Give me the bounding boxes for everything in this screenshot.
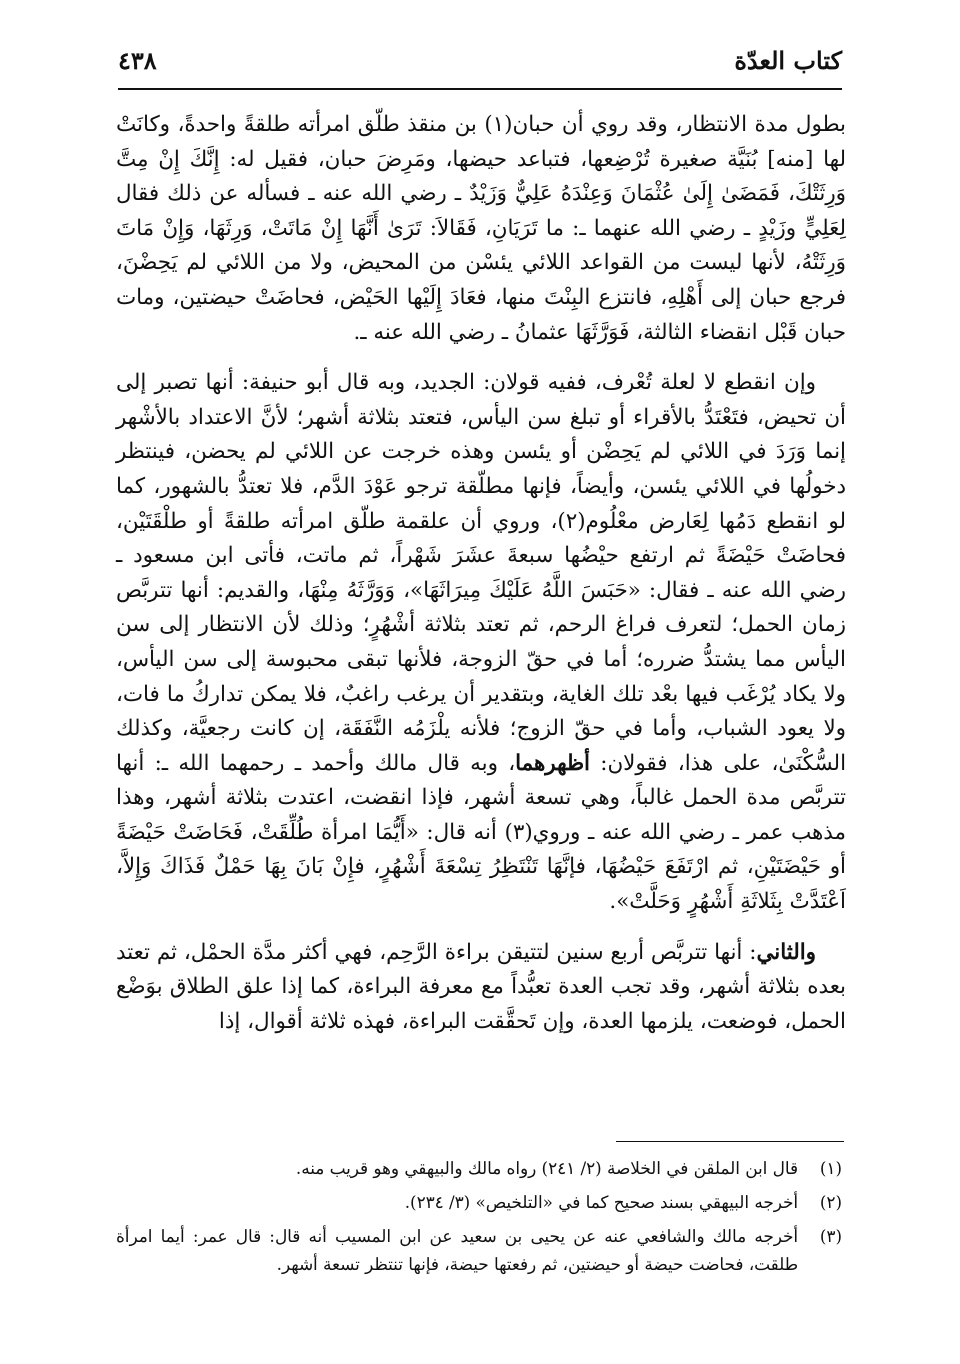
main-text bbox=[116, 108, 846, 1055]
paragraph-1-text: بطول مدة الانتظار، وقد روي أن حبان(١) بن منقذ طلّق امرأته طلقةً واحدةً، وكانَتْ لها [منه] بُنَيَّة صغيرة تُرْضِعها، فتباعد حيضها، ومَرِضَ حبان، فقيل له: إِنَّكَ إِنْ مِتَّ وَرِثَتْكَ، فَمَضَىٰ إِلَىٰ عُثْمَانَ وَعِنْدَهُ عَلِيٌّ وَزَيْدٌ ـ رضي الله عنه ـ فسأله عن ذلك فقال لِعَلِيٍّ وزَيْدٍ ـ رضي الله عنهما ـ: ما تَرَيَانِ، فَقَالاَ: تَرَىٰ أَنَّهَا إِنْ مَاتَتْ، وَرِثَهَا، وَإِنْ مَاتَ وَرِثَتْهُ، لأنها ليست من القواعد اللائي يئسْن من المحيض، ولا من اللائي لم يَحِضْنَ، فرجع حبان إلى أَهْلِهِ، فانتزع البِنْتَ منها، فعَادَ إِلَيْها الحَيْض، فحاضَتْ حيضتين، ومات حبان قَبْل انقضاء الثالثة، فَوَرَّثَهَا عثمانُ ـ رضي الله عنه ـ. bbox=[116, 112, 846, 345]
footnote bbox=[116, 1154, 842, 1182]
footnote-number: (١) bbox=[819, 1158, 842, 1178]
paragraph-3 bbox=[116, 936, 846, 1040]
footnote-text: قال ابن الملقن في الخلاصة (٢/ ٢٤١) رواه مالك والبيهقي وهو قريب منه. bbox=[295, 1158, 798, 1178]
footnote-text: أخرجه مالك والشافعي عنه عن يحيى بن سعيد عن ابن المسيب أنه قال: قال عمر: أيما امرأة طلقت، فحاضت حيضة أو حيضتين، ثم رفعتها حيضة، فإنها تنتظر تسعة أشهر. bbox=[116, 1226, 798, 1274]
footnote-number: (٢) bbox=[819, 1192, 842, 1212]
footnote bbox=[116, 1222, 842, 1278]
footnote-text: أخرجه البيهقي بسند صحيح كما في «التلخيص» (٣/ ٢٣٤). bbox=[404, 1192, 798, 1212]
footnote-number: (٣) bbox=[819, 1226, 842, 1246]
paragraph-2-bold: أظهرهما bbox=[515, 750, 590, 776]
paragraph-3-bold: والثاني bbox=[756, 939, 816, 965]
footnote-rule bbox=[616, 1141, 844, 1142]
paragraph-2-text-after: ، وبه قال مالك وأحمد ـ رحمهما الله ـ: أنها تتربَّص مدة الحمل غالباً، وهي تسعة أشهر، فإذا انقضت، اعتدت بثلاثة أشهر، وهذا مذهب عمر ـ رضي الله عنه ـ وروي(٣) أنه قال: «أَيُّمَا امرأة طُلِّقَتْ، فَحَاضَتْ حَيْضَةً أو حَيْضَتَيْنِ، ثم ارْتَفَعَ حَيْضُهَا، فإنَّهَا تَنْتَظِرُ تِسْعَةَ أَشْهُرٍ، فإِنْ بَانَ بِهَا حَمْلٌ فَذَاكَ وَإِلاَّ، اَعْتَدَّتْ بِثَلاثَةِ أَشْهُرٍ وَحَلَّتْ». bbox=[116, 750, 846, 915]
paragraph-1 bbox=[116, 108, 846, 350]
paragraph-2 bbox=[116, 366, 846, 920]
header-rule bbox=[118, 88, 842, 90]
running-title: كتاب العدّة bbox=[734, 46, 842, 75]
footnotes bbox=[116, 1154, 842, 1284]
page-number: ٤٣٨ bbox=[118, 46, 157, 75]
footnote bbox=[116, 1188, 842, 1216]
paragraph-2-text: وإن انقطع لا لعلة تُعْرف، ففيه قولان: الجديد، وبه قال أبو حنيفة: أنها تصبر إلى أن تحيض، فتَعْتَدُّ بالأقراء أو تبلغ سن اليأس، فتعتد بثلاثة أشهر؛ لأنَّ الاعتداد بالأشْهر إنما وَرَدَ في اللائي لم يَحِضْن أو يئسن وهذه خرجت عن اللائي لم يحضن، فينتظر دخولُها في اللائي يئسن، وأيضاً، فإنها مطلّقة ترجو عَوْدَ الدَّم، فلا تعتدُّ بالشهور، كما لو انقطع دَمُها لِعَارض معْلُوم(٢)، وروي أن علقمة طلّق امرأته طلقةً أو طلْقَتَيْن، فحاضَتْ حَيْضَةً ثم ارتفع حيْضُها سبعةَ عشَرَ شَهْراً، ثم ماتت، فأتى ابن مسعود ـ رضي الله عنه ـ فقال: «حَبَسَ اللَّهُ عَلَيْكَ مِيرَاثَهَا»، وَوَرَّثَهُ مِنْهَا، والقديم: أنها تتربَّص زمان الحمل؛ لتعرف فراغ الرحم، ثم تعتد بثلاثة أشْهُرٍ؛ وذلك لأن الانتظار إلى سن اليأس مما يشتدُّ ضرره؛ أما في حقّ الزوجة، فلأنها تبقى محبوسة إلى سن اليأس، ولا يكاد يُرْغَب فيها بعْد تلك الغاية، وبتقدير أن يرغب راغبٌ، فلا يمكن تداركُ ما فات، ولا يعود الشباب، وأما في حقّ الزوج؛ فلأنه يلْزَمُه النَّفَقَة، إن كانت رجعيَّة، وكذلك السُّكْنَىٰ، على هذا، فقولان: bbox=[116, 370, 847, 776]
page-header bbox=[118, 40, 842, 80]
paragraph-3-text-after: : أنها تتربَّص أربع سنين لتتيقن براءة الرَّحِم، فهي أكثر مدَّة الحمْل، ثم تعتد بعده بثلاثة أشهر، وقد تجب العدة تعبُّداً مع معرفة البراءة، كما إذا علق الطلاق بوَضْع الحمل، فوضعت، يلزمها العدة، وإن تَحقَّقت البراءة، فهذه ثلاثة أقوال، إذا bbox=[116, 939, 846, 1034]
